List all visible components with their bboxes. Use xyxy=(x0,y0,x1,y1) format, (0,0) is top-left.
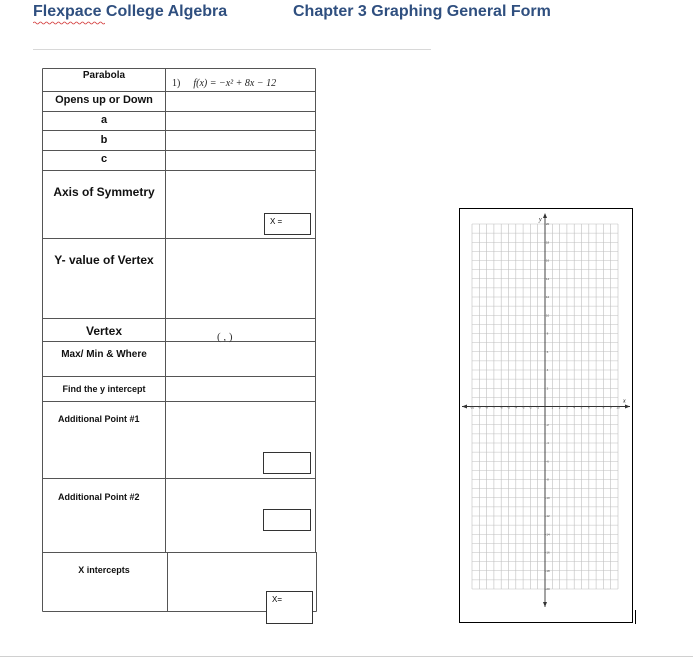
y-tick-label: 8 xyxy=(546,331,549,336)
x-tick-label: -1 xyxy=(536,405,540,410)
y-axis-bottom-arrow xyxy=(543,602,547,607)
x-tick-label: -4 xyxy=(514,405,518,410)
graph-paper-frame xyxy=(459,208,633,623)
x-tick-label: -7 xyxy=(492,405,496,410)
x-tick-label: 1 xyxy=(551,405,554,410)
y-tick-label: -20 xyxy=(545,587,550,591)
problem-number: 1) xyxy=(172,78,181,89)
y-tick-label: -18 xyxy=(545,568,550,573)
x-tick-label: 4 xyxy=(573,405,576,410)
y-tick-label: 10 xyxy=(545,313,550,318)
y-tick-label: 12 xyxy=(545,295,550,299)
x-axis-left-arrow xyxy=(462,405,467,409)
function-expression: f(x) = −x² + 8x − 12 xyxy=(193,78,277,89)
y-intercept-label: Find the y intercept xyxy=(62,384,146,394)
x-tick-label: 6 xyxy=(587,405,590,410)
additional-point-2-box[interactable] xyxy=(263,509,311,531)
additional-point-2-label: Additional Point #2 xyxy=(58,492,140,502)
footer-divider xyxy=(0,656,693,657)
x-tick-label: -9 xyxy=(477,405,481,410)
axis-of-symmetry-label: Axis of Symmetry xyxy=(53,185,155,199)
y-tick-label: 14 xyxy=(545,276,550,281)
x-tick-label: -3 xyxy=(521,405,525,410)
y-tick-label: -14 xyxy=(545,532,550,537)
y-tick-label: -10 xyxy=(545,495,550,500)
y-tick-label: -2 xyxy=(546,422,549,427)
x-tick-label: -2 xyxy=(529,405,532,410)
maxmin-label: Max/ Min & Where xyxy=(61,349,147,360)
x-tick-label: 2 xyxy=(558,405,561,410)
vertex-label: Vertex xyxy=(85,324,123,338)
header-divider xyxy=(33,49,431,50)
y-tick-label: -8 xyxy=(546,477,549,482)
x-tick-label: -5 xyxy=(507,405,510,410)
x-axis-label: x xyxy=(623,398,626,405)
chapter-title: Chapter 3 Graphing General Form xyxy=(293,3,551,20)
y-tick-label: 4 xyxy=(546,368,549,372)
y-vertex-label: Y- value of Vertex xyxy=(54,253,154,267)
x-tick-label: -10 xyxy=(469,405,475,410)
parabola-header: Parabola xyxy=(82,70,126,81)
y-axis-label: y xyxy=(539,217,542,223)
y-tick-label: -16 xyxy=(545,550,550,555)
x-tick-label: 9 xyxy=(609,405,612,410)
additional-point-1-label: Additional Point #1 xyxy=(58,414,140,424)
axis-answer-box[interactable] xyxy=(264,213,311,235)
y-tick-label: -12 xyxy=(545,514,550,518)
course-title: Flexpace College Algebra xyxy=(33,3,228,20)
x-tick-label: -8 xyxy=(485,405,488,410)
x-axis-right-arrow xyxy=(625,405,630,409)
y-tick-label: 2 xyxy=(546,386,549,391)
y-tick-label: -6 xyxy=(546,459,549,464)
b-label: b xyxy=(100,134,108,146)
y-tick-label: 6 xyxy=(546,349,549,354)
x-tick-label: 7 xyxy=(595,405,597,410)
opens-label: Opens up or Down xyxy=(55,94,153,106)
y-tick-label: 16 xyxy=(545,258,550,263)
text-cursor xyxy=(635,610,636,624)
spellcheck-underline xyxy=(33,21,105,25)
problem-function xyxy=(172,78,276,89)
y-tick-label: 20 xyxy=(545,222,550,226)
x-intercepts-answer-box[interactable] xyxy=(266,591,313,624)
y-tick-label: 18 xyxy=(545,240,550,245)
y-tick-label: -4 xyxy=(546,441,549,445)
a-label: a xyxy=(100,114,108,126)
x-tick-label: 5 xyxy=(580,405,583,410)
additional-point-1-box[interactable] xyxy=(263,452,311,474)
c-label: c xyxy=(100,153,108,165)
coordinate-grid[interactable] xyxy=(460,209,632,622)
x-tick-label: 8 xyxy=(602,405,605,410)
axis-answer-prefix: X = xyxy=(270,217,283,226)
x-tick-label: 10 xyxy=(616,405,620,410)
x-tick-label: 3 xyxy=(566,405,568,410)
x-intercepts-answer-prefix: X= xyxy=(272,595,283,604)
x-intercepts-label: X intercepts xyxy=(78,565,130,575)
x-tick-label: -6 xyxy=(499,405,503,410)
y-axis-top-arrow xyxy=(543,213,547,218)
vertex-answer-placeholder[interactable]: ( , ) xyxy=(217,331,233,343)
